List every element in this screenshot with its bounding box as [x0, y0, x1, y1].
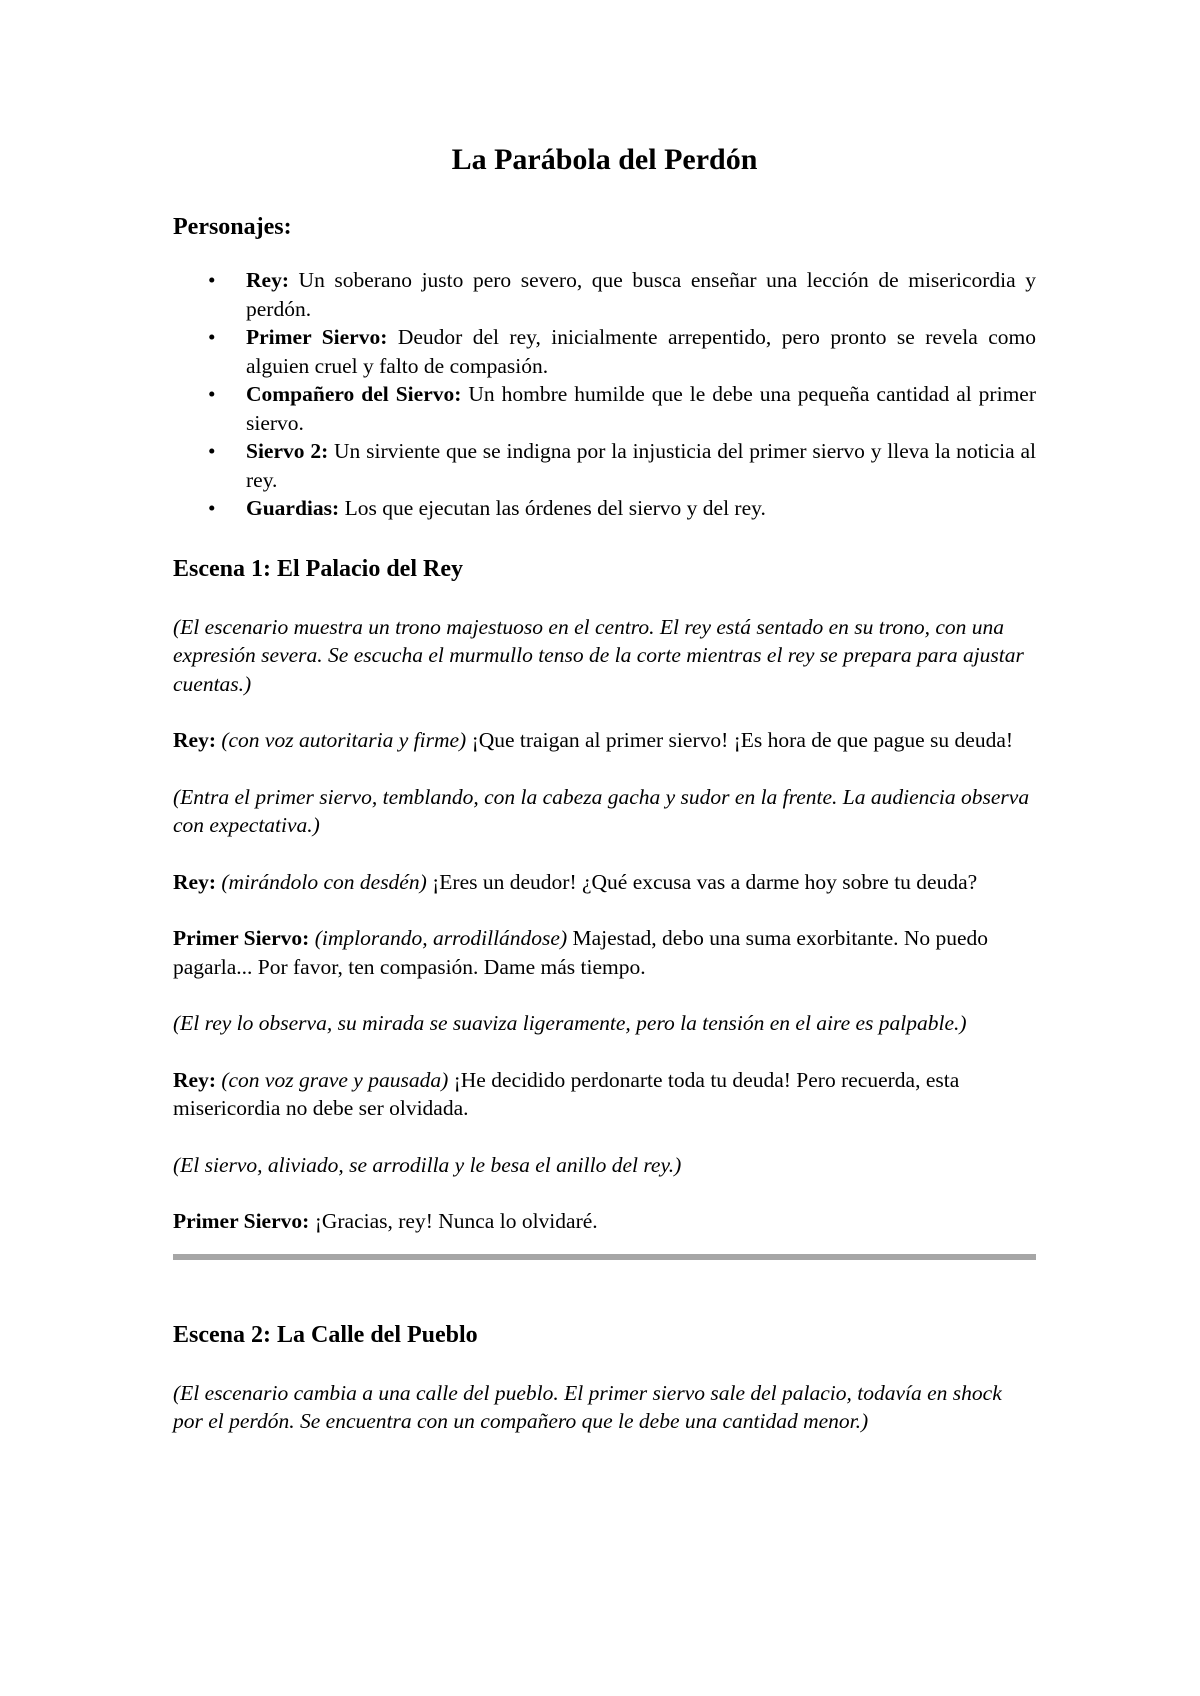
acting-direction: (con voz grave y pausada)	[221, 1067, 449, 1092]
dialogue-text: ¡Gracias, rey! Nunca lo olvidaré.	[309, 1209, 598, 1233]
speaker-name: Rey:	[173, 1067, 216, 1092]
list-item	[208, 437, 1036, 494]
dialogue-line	[173, 726, 1036, 755]
stage-direction: (El siervo, aliviado, se arrodilla y le besa el anillo del rey.)	[173, 1152, 682, 1177]
speaker-name: Rey:	[173, 869, 216, 894]
speaker-name: Primer Siervo:	[173, 1209, 310, 1233]
stage-direction: (El escenario cambia a una calle del pueblo. El primer siervo sale del palacio, todavía en shock por el perdón. Se encuentra con un compañero que le debe una cantidad menor.)	[173, 1380, 1002, 1433]
bullet-icon: •	[208, 382, 216, 406]
character-name: Compañero del Siervo:	[246, 382, 462, 406]
bullet-icon: •	[208, 268, 216, 292]
dialogue-text: Majestad, debo una suma exorbitante. No puedo pagarla... Por favor, ten compasión. Dame más tiempo.	[173, 926, 989, 979]
speaker-name: Rey:	[173, 728, 216, 752]
document-title: La Parábola del Perdón	[451, 143, 758, 176]
bullet-icon: •	[208, 325, 216, 349]
acting-direction: (implorando, arrodillándose)	[314, 926, 568, 950]
dialogue-text: ¡Eres un deudor! ¿Qué excusa vas a darme hoy sobre tu deuda?	[426, 869, 978, 894]
character-description: Deudor del rey, inicialmente arrepentido, pero pronto se revela como alguien cruel y falto de compasión.	[246, 325, 1036, 378]
scene-2-heading: Escena 2: La Calle del Pueblo	[173, 1321, 478, 1348]
personajes-heading: Personajes:	[173, 214, 292, 240]
character-name: Rey:	[246, 268, 289, 292]
stage-direction: (Entra el primer siervo, temblando, con la cabeza gacha y sudor en la frente. La audiencia observa con expectativa.)	[173, 784, 1030, 837]
bullet-icon: •	[208, 439, 216, 463]
dialogue-line	[173, 868, 1036, 897]
acting-direction: (mirándolo con desdén)	[221, 869, 427, 894]
character-description: Los que ejecutan las órdenes del siervo y del rey.	[339, 496, 766, 520]
character-name: Guardias:	[246, 496, 340, 520]
list-item	[208, 266, 1036, 323]
speaker-name: Primer Siervo:	[173, 926, 310, 950]
character-name: Primer Siervo:	[246, 325, 388, 349]
dialogue-line	[173, 924, 1036, 981]
character-description: Un soberano justo pero severo, que busca enseñar una lección de misericordia y perdón.	[246, 268, 1036, 321]
personajes-list	[173, 266, 1036, 523]
dialogue-text: ¡He decidido perdonarte toda tu deuda! Pero recuerda, esta misericordia no debe ser olvidada.	[173, 1067, 960, 1120]
document-page	[173, 140, 1036, 1436]
list-item	[208, 494, 1036, 523]
list-item	[208, 380, 1036, 437]
character-description: Un hombre humilde que le debe una pequeña cantidad al primer siervo.	[246, 382, 1036, 435]
dialogue-text: ¡Que traigan al primer siervo! ¡Es hora de que pague su deuda!	[466, 728, 1014, 752]
horizontal-divider	[173, 1254, 1036, 1260]
stage-direction: (El escenario muestra un trono majestuoso en el centro. El rey está sentado en su trono, con una expresión severa. Se escucha el murmullo tenso de la corte mientras el rey se prepara para ajustar cuentas.)	[173, 614, 1024, 696]
scene-1-heading: Escena 1: El Palacio del Rey	[173, 555, 463, 582]
character-description: Un sirviente que se indigna por la injusticia del primer siervo y lleva la noticia al rey.	[246, 439, 1036, 492]
stage-direction: (El rey lo observa, su mirada se suaviza ligeramente, pero la tensión en el aire es palpable.)	[173, 1011, 967, 1035]
list-item	[208, 323, 1036, 380]
dialogue-line	[173, 1207, 1036, 1236]
character-name: Siervo 2:	[246, 439, 329, 463]
acting-direction: (con voz autoritaria y firme)	[221, 728, 467, 752]
bullet-icon: •	[208, 496, 216, 520]
dialogue-line	[173, 1066, 1036, 1123]
